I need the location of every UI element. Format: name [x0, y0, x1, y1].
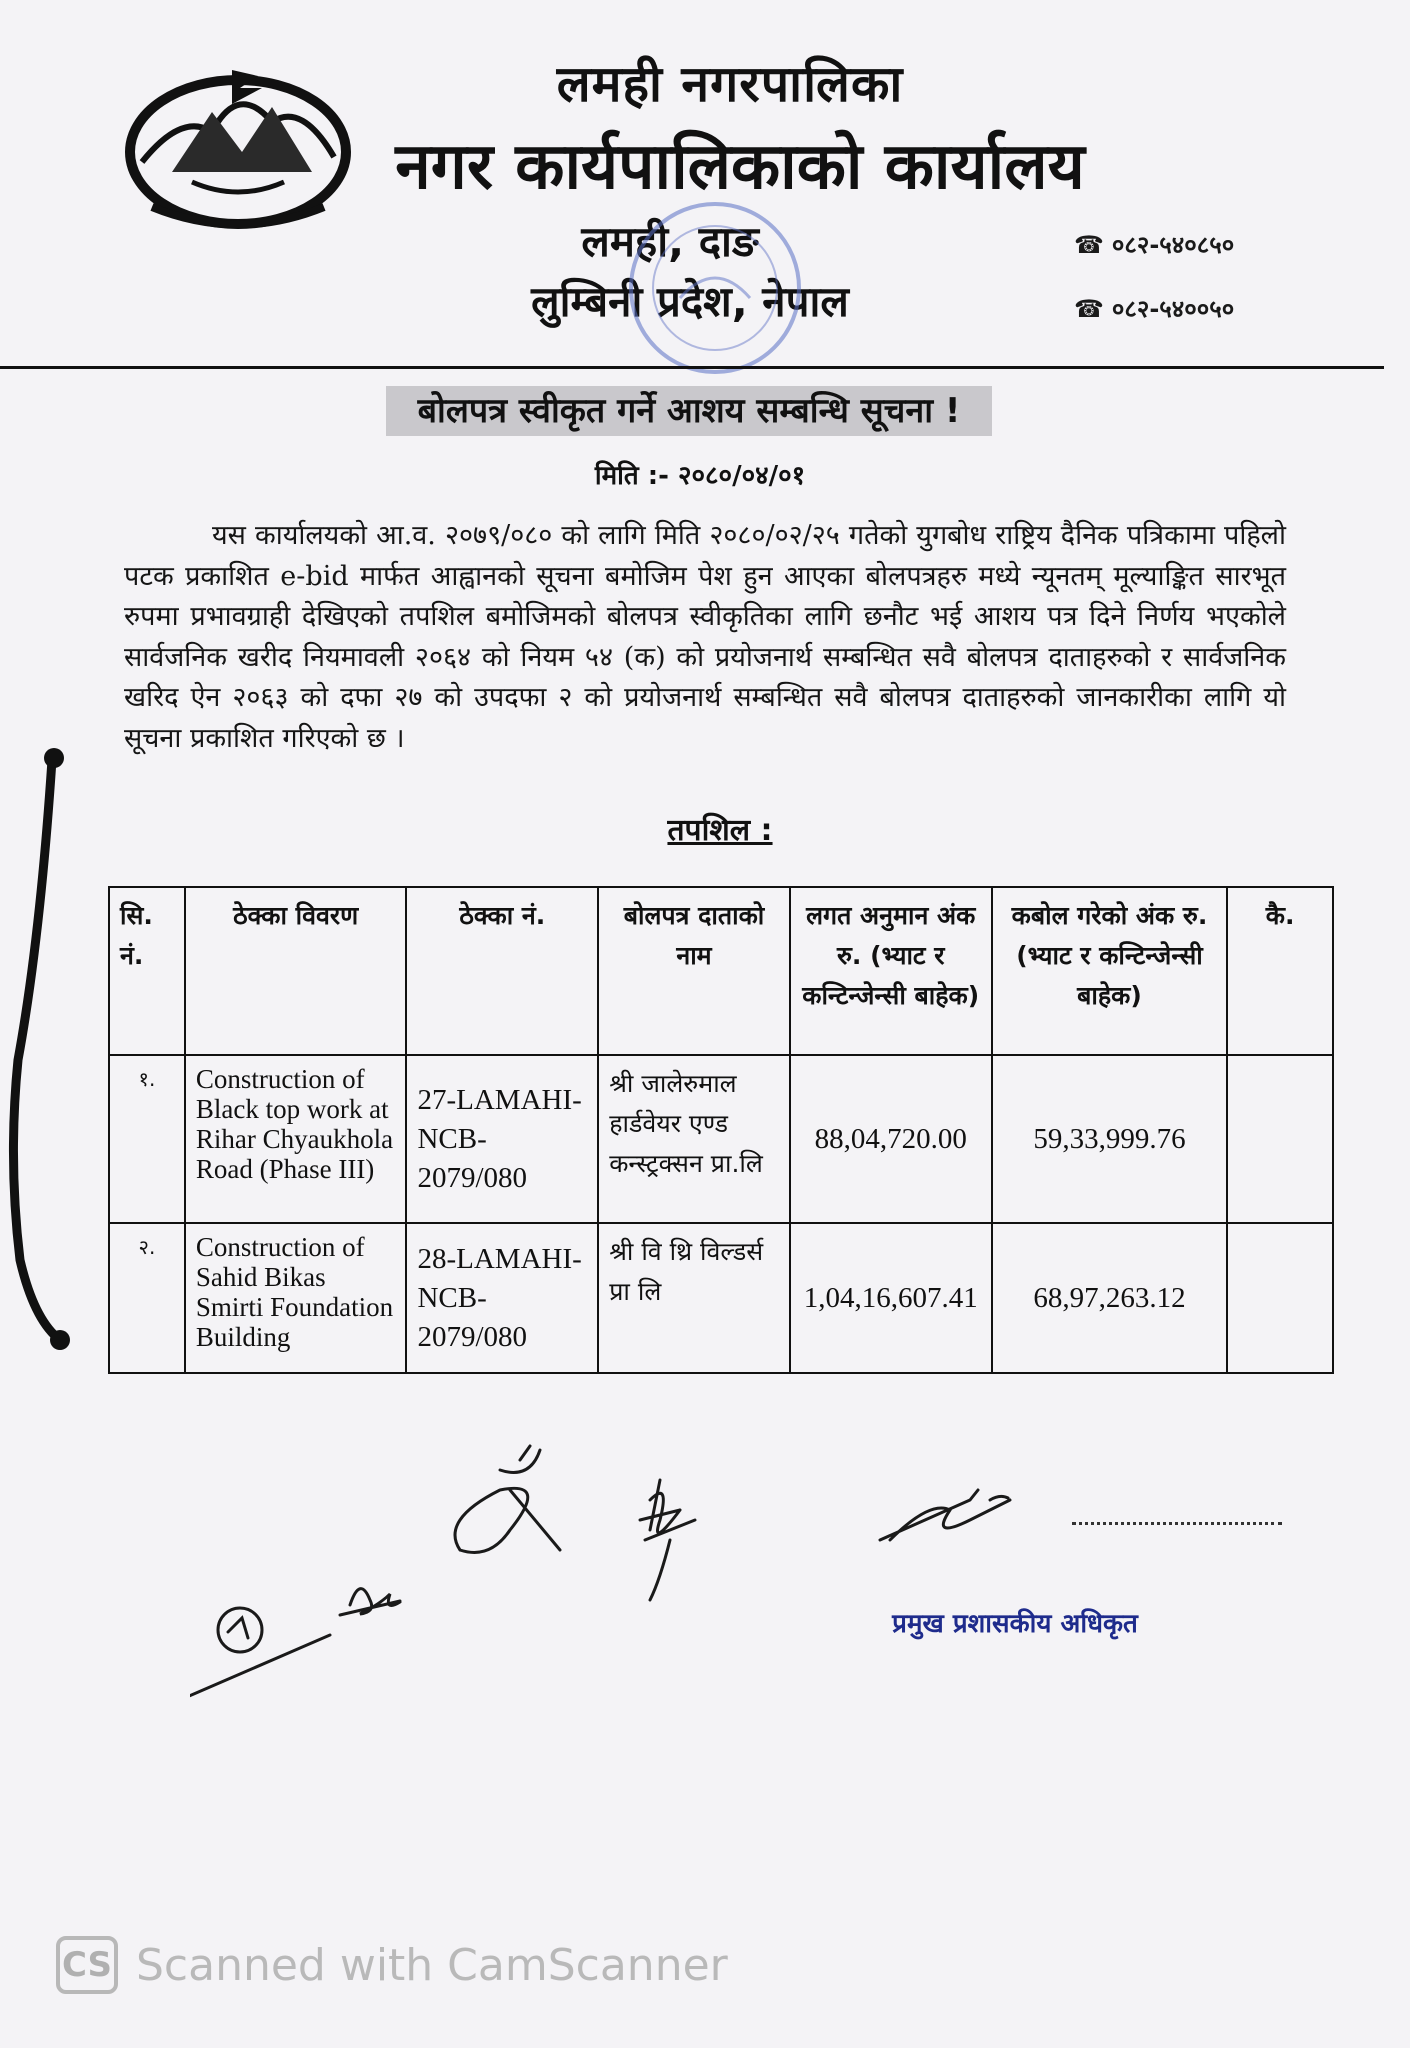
nepal-emblem-icon: [122, 52, 354, 232]
cell-contract-no: 28-LAMAHI-NCB-2079/080: [406, 1223, 598, 1373]
officer-title: प्रमुख प्रशासकीय अधिकृत: [892, 1609, 1138, 1639]
notice-subject: बोलपत्र स्वीकृत गर्ने आशय सम्बन्धि सूचना !: [386, 386, 992, 436]
address-line-1: लमही, दाङ: [581, 217, 759, 266]
col-header-remarks: कै.: [1227, 887, 1333, 1055]
cell-estimate: 88,04,720.00: [790, 1055, 992, 1223]
table-row: [109, 1055, 1333, 1223]
cell-remarks: [1227, 1223, 1333, 1373]
col-header-contract-no: ठेक्का नं.: [406, 887, 598, 1055]
col-header-sn: सि. नं.: [109, 887, 185, 1055]
municipality-name: लमही नगरपालिका: [556, 55, 904, 113]
header-divider: [0, 366, 1384, 369]
handwritten-signatures: [190, 1420, 1090, 1720]
cell-bidder: श्री जालेरुमाल हार्डवेयर एण्ड कन्स्ट्रक्सन प्रा.लि: [598, 1055, 790, 1223]
tender-table: [108, 886, 1334, 1374]
table-row: [109, 1223, 1333, 1373]
col-header-estimate: लगत अनुमान अंक रु. (भ्याट र कन्टिन्जेन्सी बाहेक): [790, 887, 992, 1055]
camscanner-logo: CS: [56, 1936, 118, 1994]
phone-number-2: ☎ ०८२-५४००५०: [1074, 295, 1235, 323]
phone-number-1: ☎ ०८२-५४०८५०: [1074, 231, 1235, 259]
office-stamp-icon: [620, 188, 810, 388]
col-header-bidder: बोलपत्र दाताको नाम: [598, 887, 790, 1055]
cell-sn: २.: [109, 1223, 185, 1373]
cell-description: Construction of Black top work at Rihar Chyaukhola Road (Phase III): [185, 1055, 407, 1223]
cell-estimate: 1,04,16,607.41: [790, 1223, 992, 1373]
address-line-2: लुम्बिनी प्रदेश, नेपाल: [531, 277, 849, 326]
office-title: नगर कार्यपालिकाको कार्यालय: [395, 130, 1085, 204]
phone-icon: ☎: [1074, 231, 1104, 259]
col-header-description: ठेक्का विवरण: [185, 887, 407, 1055]
binding-string: [0, 740, 80, 1360]
col-header-quoted: कबोल गरेको अंक रु. (भ्याट र कन्टिन्जेन्सी बाहेक): [992, 887, 1228, 1055]
cell-contract-no: 27-LAMAHI-NCB-2079/080: [406, 1055, 598, 1223]
cell-remarks: [1227, 1055, 1333, 1223]
cell-quoted: 68,97,263.12: [992, 1223, 1228, 1373]
cell-quoted: 59,33,999.76: [992, 1055, 1228, 1223]
phone-icon: ☎: [1074, 295, 1104, 323]
notice-date: मिति :- २०८०/०४/०१: [594, 461, 806, 491]
notice-body: यस कार्यालयको आ.व. २०७९/०८० को लागि मिति २०८०/०२/२५ गतेको युगबोध राष्ट्रिय दैनिक पत्रिकामा पहिलो पटक प्रकाशित e-bid मार्फत आह्वानको सूचना बमोजिम पेश हुन आएका बोलपत्रहरु मध्ये न्यूनतम् मूल्याङ्कित सारभूत रुपमा प्रभावग्राही देखिएको तपशिल बमोजिमको बोलपत्र स्वीकृतिका लागि छनौट भई आशय पत्र दिने निर्णय भएकोले सार्वजनिक खरीद नियमावली २०६४ को नियम ५४ (क) को प्रयोजनार्थ सम्बन्धित सवै बोलपत्र दाताहरुको र सार्वजनिक खरिद ऐन २०६३ को दफा २७ को उपदफा २ को प्रयोजनार्थ सम्बन्धित सवै बोलपत्र दाताहरुको जानकारीका लागि यो सूचना प्रकाशित गरिएको छ ।: [124, 520, 1286, 754]
camscanner-watermark: Scanned with CamScanner: [136, 1940, 728, 1991]
cell-bidder: श्री वि थ्रि विल्डर्स प्रा लि: [598, 1223, 790, 1373]
cell-sn: १.: [109, 1055, 185, 1223]
table-heading: तपशिल :: [667, 813, 773, 848]
cell-description: Construction of Sahid Bikas Smirti Foundation Building: [185, 1223, 407, 1373]
signature-line: [1072, 1522, 1282, 1525]
table-header-row: [109, 887, 1333, 1055]
